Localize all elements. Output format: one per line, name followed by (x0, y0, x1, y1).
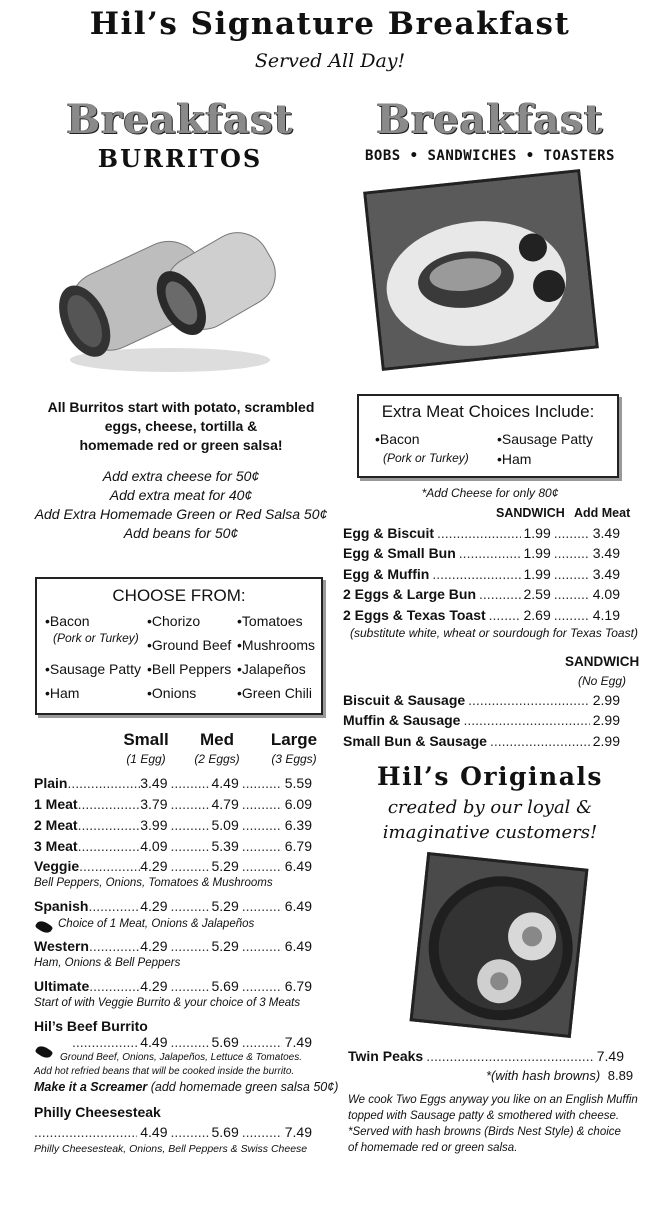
col-head-sandwich: SANDWICH (496, 506, 565, 520)
price-small: 4.09 (140, 838, 168, 854)
menu-row (34, 796, 312, 812)
leader-dots (72, 1034, 137, 1050)
leader-dots (242, 817, 282, 833)
price-large: 6.79 (284, 838, 312, 854)
size-header-large: Large (270, 730, 318, 749)
price-small: 4.29 (140, 898, 168, 914)
description-line: *Served with hash browns (Birds Nest Style) & choice (348, 1126, 621, 1138)
choice-item: •Bacon (45, 613, 90, 629)
item-name: Veggie (34, 858, 80, 874)
price-large: 7.49 (284, 1034, 312, 1050)
price-med: 4.79 (211, 796, 239, 812)
item-name: 2 Eggs & Texas Toast (343, 607, 486, 623)
price-small: 4.29 (140, 858, 168, 874)
choice-item: •Ground Beef (147, 637, 232, 653)
item-name: Egg & Muffin (343, 566, 430, 582)
burritos-intro-line: All Burritos start with potato, scrambled (47, 399, 315, 415)
choice-item: •Onions (147, 685, 197, 701)
price-sandwich: 2.99 (592, 712, 620, 728)
burrito-illustration (50, 190, 290, 380)
sandwich-plate-illustration (366, 172, 595, 367)
bobs-subheading: BOBS • SANDWICHES • TOASTERS (364, 148, 615, 164)
leader-dots (242, 838, 282, 854)
item-name: 2 Eggs & Large Bun (343, 586, 477, 602)
addon-line: Add Extra Homemade Green or Red Salsa 50¢ (34, 506, 328, 522)
screamer-note (34, 1080, 338, 1094)
price-large: 6.49 (284, 938, 312, 954)
substitute-note: (substitute white, wheat or sourdough for Texas Toast) (350, 626, 638, 640)
leader-dots (171, 858, 209, 874)
choice-item: •Tomatoes (237, 613, 303, 629)
originals-tagline: imaginative customers! (382, 822, 598, 843)
leader-dots (459, 545, 521, 561)
leader-dots (171, 796, 209, 812)
item-name: Western (34, 938, 89, 954)
leader-dots (242, 938, 282, 954)
item-note: Bell Peppers, Onions, Tomatoes & Mushrooms (34, 877, 273, 889)
price-sandwich: 1.99 (523, 566, 551, 582)
leader-dots (171, 775, 209, 791)
hash-browns-price: 8.89 (607, 1068, 634, 1083)
size-sub-small: (1 Egg) (126, 752, 166, 766)
price-large: 6.39 (284, 817, 312, 833)
item-note: Start of with Veggie Burrito & your choice of 3 Meats (34, 997, 301, 1009)
beef-burrito-name: Hil’s Beef Burrito (34, 1018, 148, 1034)
price-large: 6.09 (284, 796, 312, 812)
page-subtitle: Served All Day! (254, 50, 406, 72)
choose-from-box (35, 577, 323, 715)
page-title: Hil’s Signature Breakfast (89, 6, 571, 42)
item-name: Egg & Biscuit (343, 525, 435, 541)
twin-peaks-plate-illustration (413, 855, 585, 1034)
menu-row (343, 525, 620, 541)
price-add-meat: 3.49 (592, 525, 620, 541)
leader-dots (171, 938, 209, 954)
extra-meat-item: •Bacon (375, 431, 420, 447)
leader-dots (171, 817, 209, 833)
menu-row (34, 817, 312, 833)
leader-dots (67, 775, 140, 791)
item-note: Philly Cheesesteak, Onions, Bell Peppers & Swiss Cheese (34, 1143, 308, 1155)
menu-row (34, 838, 312, 854)
item-name: Ultimate (34, 978, 90, 994)
price-large: 6.49 (284, 898, 312, 914)
leader-dots (242, 898, 282, 914)
leader-dots (171, 838, 209, 854)
menu-row (343, 566, 620, 582)
price-add-meat: 3.49 (592, 566, 620, 582)
price-sandwich: 1.99 (523, 545, 551, 561)
extra-meat-title: Extra Meat Choices Include: (381, 402, 595, 421)
menu-row (34, 858, 312, 874)
leader-dots (426, 1048, 594, 1064)
leader-dots (242, 858, 282, 874)
price-large: 6.79 (284, 978, 312, 994)
price-add-meat: 3.49 (592, 545, 620, 561)
price-add-meat: 4.09 (592, 586, 620, 602)
addon-line: Add extra cheese for 50¢ (102, 468, 260, 484)
chili-pepper-icon (35, 1043, 54, 1060)
price-small: 3.99 (140, 817, 168, 833)
price-small: 3.49 (140, 775, 168, 791)
price-med: 5.29 (211, 858, 239, 874)
choice-item: •Sausage Patty (45, 661, 141, 677)
description-line: of homemade red or green salsa. (348, 1142, 518, 1154)
description-line: topped with Sausage patty & smothered with cheese. (348, 1110, 620, 1122)
price-med: 5.29 (211, 938, 239, 954)
leader-dots (490, 733, 590, 749)
leader-dots (34, 1124, 137, 1140)
price-med: 4.49 (211, 775, 239, 791)
choice-item: •Mushrooms (237, 637, 316, 653)
burritos-subheading: BURRITOS (97, 144, 263, 173)
leader-dots (88, 898, 140, 914)
burrito-photo (50, 190, 290, 380)
price-sandwich: 2.99 (592, 692, 620, 708)
price-med: 5.39 (211, 838, 239, 854)
leader-dots (89, 938, 140, 954)
burritos-intro (20, 398, 342, 455)
extra-meat-box (357, 394, 619, 478)
screamer-label: Make it a Screamer (34, 1080, 148, 1094)
leader-dots (171, 898, 209, 914)
price-med: 5.69 (211, 1034, 239, 1050)
item-name: Biscuit & Sausage (343, 692, 466, 708)
price-sandwich: 1.99 (523, 525, 551, 541)
menu-row (343, 607, 620, 623)
noegg-sub: (No Egg) (578, 674, 627, 688)
leader-dots (171, 1124, 209, 1140)
price-small: 3.79 (140, 796, 168, 812)
item-note: Add hot refried beans that will be cooked inside the burrito. (34, 1066, 295, 1077)
extra-meat-item: •Sausage Patty (497, 431, 593, 447)
price-large: 7.49 (284, 1124, 312, 1140)
burritos-intro-line: eggs, cheese, tortilla & (104, 418, 258, 434)
price-sandwich: 2.99 (592, 733, 620, 749)
choice-item: •Chorizo (147, 613, 201, 629)
burritos-addons (0, 467, 362, 543)
addon-line: Add extra meat for 40¢ (109, 487, 253, 503)
leader-dots (242, 1124, 282, 1140)
price-med: 5.09 (211, 817, 239, 833)
originals-tagline: created by our loyal & (387, 797, 593, 818)
extra-meat-item: •Ham (497, 451, 532, 467)
leader-dots (479, 586, 520, 602)
leader-dots (242, 1034, 282, 1050)
leader-dots (489, 607, 521, 623)
choose-from-title: CHOOSE FROM: (112, 586, 246, 605)
leader-dots (89, 978, 140, 994)
leader-dots (554, 566, 590, 582)
size-sub-large: (3 Eggs) (271, 752, 317, 766)
menu-row (34, 898, 312, 914)
price-sandwich: 2.59 (523, 586, 551, 602)
price-med: 5.69 (211, 978, 239, 994)
size-header-med: Med (200, 730, 234, 749)
addon-line: Add beans for 50¢ (123, 525, 239, 541)
description-line: We cook Two Eggs anyway you like on an English Muffin (348, 1094, 638, 1106)
leader-dots (78, 838, 141, 854)
leader-dots (432, 566, 520, 582)
price-add-meat: 4.19 (592, 607, 620, 623)
menu-row (34, 775, 312, 791)
menu-row (343, 692, 620, 708)
hash-browns-option (486, 1068, 633, 1083)
cheese-note: *Add Cheese for only 80¢ (421, 486, 559, 500)
item-name: Small Bun & Sausage (343, 733, 487, 749)
price-med: 5.29 (211, 898, 239, 914)
leader-dots (171, 978, 209, 994)
bobs-heading: Breakfast (376, 96, 604, 143)
item-name: 1 Meat (34, 796, 78, 812)
leader-dots (242, 775, 282, 791)
leader-dots (554, 525, 590, 541)
twin-peaks-description (348, 1092, 638, 1156)
extra-meat-note: (Pork or Turkey) (383, 451, 469, 465)
item-name: 2 Meat (34, 817, 78, 833)
item-name: Plain (34, 775, 68, 791)
chili-pepper-icon (35, 918, 54, 935)
bobs-photo (363, 169, 599, 371)
leader-dots (171, 1034, 209, 1050)
item-name: 3 Meat (34, 838, 78, 854)
item-price: 7.49 (596, 1048, 624, 1064)
choice-item: •Jalapeños (237, 661, 306, 677)
leader-dots (468, 692, 590, 708)
leader-dots (554, 586, 590, 602)
menu-row (34, 938, 312, 954)
menu-row (343, 545, 620, 561)
item-name: Spanish (34, 898, 89, 914)
noegg-header: SANDWICH (565, 654, 640, 669)
item-note: Choice of 1 Meat, Onions & Jalapeños (58, 918, 255, 930)
menu-row (34, 978, 312, 994)
col-head-add-meat: Add Meat (574, 506, 631, 520)
choice-item: •Ham (45, 685, 80, 701)
leader-dots (79, 858, 140, 874)
originals-title: Hil’s Originals (377, 762, 603, 791)
leader-dots (554, 545, 590, 561)
leader-dots (242, 978, 282, 994)
menu-row (343, 712, 620, 728)
philly-name: Philly Cheesesteak (34, 1104, 161, 1120)
choice-item: •Green Chili (237, 685, 312, 701)
choice-note: (Pork or Turkey) (53, 631, 139, 645)
burritos-heading: Breakfast (66, 96, 294, 143)
item-name: Muffin & Sausage (343, 712, 461, 728)
item-note: Ham, Onions & Bell Peppers (34, 957, 181, 969)
menu-row (72, 1034, 312, 1050)
twin-peaks-photo (410, 852, 589, 1038)
menu-row (348, 1048, 624, 1064)
choice-item: •Bell Peppers (147, 661, 232, 677)
item-note: Ground Beef, Onions, Jalapeños, Lettuce & Tomatoes. (60, 1052, 303, 1063)
item-name: Egg & Small Bun (343, 545, 456, 561)
price-med: 5.69 (211, 1124, 239, 1140)
menu-row (343, 586, 620, 602)
price-large: 5.59 (284, 775, 312, 791)
menu-row (343, 733, 620, 749)
price-small: 4.49 (140, 1034, 168, 1050)
leader-dots (78, 796, 141, 812)
leader-dots (242, 796, 282, 812)
size-header-small: Small (123, 730, 169, 749)
hash-browns-note: *(with hash browns) (486, 1068, 601, 1083)
price-large: 6.49 (284, 858, 312, 874)
leader-dots (437, 525, 520, 541)
size-sub-med: (2 Eggs) (194, 752, 240, 766)
burritos-intro-line: homemade red or green salsa! (79, 437, 283, 453)
price-small: 4.29 (140, 938, 168, 954)
menu-row (34, 1124, 312, 1140)
price-sandwich: 2.69 (523, 607, 551, 623)
price-small: 4.29 (140, 978, 168, 994)
price-small: 4.49 (140, 1124, 168, 1140)
leader-dots (78, 817, 141, 833)
leader-dots (463, 712, 589, 728)
item-name: Twin Peaks (348, 1048, 424, 1064)
screamer-detail: (add homemade green salsa 50¢) (147, 1080, 339, 1094)
leader-dots (554, 607, 590, 623)
